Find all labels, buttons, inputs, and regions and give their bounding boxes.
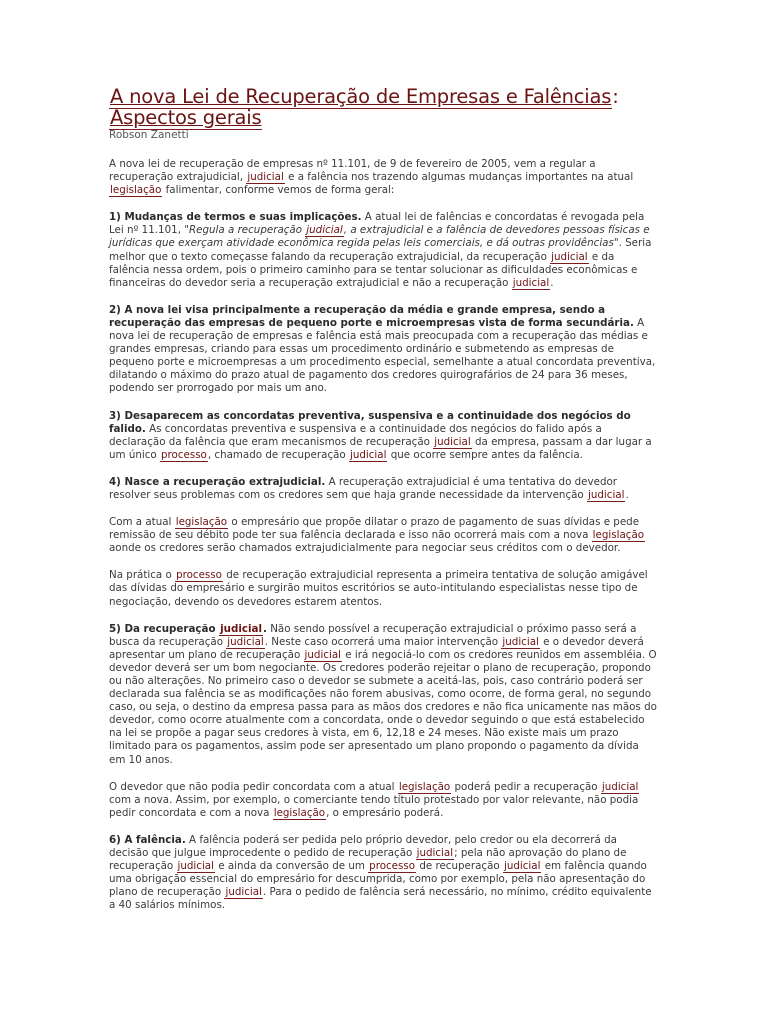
text-run: aonde os credores serão chamados extrajudicialmente para negociar seus créditos com o devedor. (109, 542, 621, 555)
inline-link[interactable]: legislação (273, 806, 326, 819)
inline-link[interactable]: legislação (175, 516, 228, 529)
text-run: Na prática o (109, 569, 176, 582)
inline-link[interactable]: judicial (306, 224, 343, 237)
text-run: e ainda da conversão de um (214, 860, 369, 873)
article (109, 86, 657, 927)
inline-link[interactable]: judicial (304, 648, 342, 661)
inline-link[interactable]: judicial (434, 435, 471, 448)
title-link-subtitle[interactable]: Aspectos gerais (110, 106, 262, 129)
article-body (109, 158, 657, 913)
text-run: que ocorre sempre antes da falência. (387, 448, 583, 461)
inline-link[interactable]: processo (176, 569, 222, 582)
inline-link[interactable]: processo (160, 448, 207, 461)
text-run: ; pela não aprovação do plano de recuperação (109, 847, 627, 873)
inline-link[interactable]: processo (369, 860, 416, 873)
paragraph (109, 623, 657, 767)
italic-text: , a extrajudicial e a falência de devedores pessoas físicas e jurídicas que exerçam atividade econômica regida pelas leis comerciais, e dá outras providências (109, 224, 650, 250)
title-link-main[interactable]: A nova Lei de Recuperação de Empresas e Falências (110, 85, 612, 108)
text-run: falimentar, conforme vemos de forma geral: (162, 184, 395, 197)
text-run: e irá negociá-lo com os credores reunidos em assembléia. O devedor deverá ser um bom negociante. Os credores poderão rejeitar o plano de recuperação, propondo ou não alterações. No primeiro caso o devedor se submete a aceitá-las, pois, caso contrário poderá ser declarada sua falência se as modificações não forem abusivas, como ocorre, de forma geral, no segundo caso, ou seja, o destino da empresa passa para as mãos dos credores e não fica unicamente nas mãos do devedor, como ocorre atualmente com a concordata, onde o devedor seguindo o que está estabelecido na lei se propõe a pagar seus credores à vista, em 6, 12,18 e 24 meses. Não existe mais um prazo limitado para os pagamentos, assim pode ser apresentado um plano propondo o pagamento da dívida em 10 anos. (109, 648, 657, 766)
text-run: A nova lei de recuperação de empresas nº 11.101, de 9 de fevereiro de 2005, vem a regular a recuperação extrajudicial, (109, 158, 596, 184)
paragraph (109, 834, 657, 913)
text-run: . Para o pedido de falência será necessário, no mínimo, crédito equivalente a 40 salários mínimos. (109, 886, 652, 912)
text-run: A falência poderá ser pedida pelo próprio devedor, pelo credor ou ela decorrerá da decisão que julgue improcedente o pedido de recuperação (109, 833, 617, 860)
text-run: . (625, 488, 629, 501)
text-run: e da falência nessa ordem, pois o primeiro caminho para se tentar solucionar as dificuldades econômicas e financeiras do devedor seria a recuperação extrajudicial e não a recuperação (109, 250, 638, 289)
article-title (109, 86, 657, 128)
text-run: . (550, 276, 554, 289)
inline-link[interactable]: judicial (416, 847, 454, 860)
paragraph (109, 211, 657, 290)
text-run: Não sendo possível a recuperação extrajudicial o próximo passo será a busca da recuperação (109, 622, 637, 648)
paragraph (109, 569, 657, 608)
article-author: Robson Zanetti (109, 129, 189, 141)
paragraph (109, 516, 657, 555)
bold-text: 6) A falência. (109, 833, 186, 846)
text-run: de recuperação extrajudicial representa a primeira tentativa de solução amigável das dívidas do empresário e surgirão muitos escritórios se auto-intitulando especialistas nesse tipo de negociação, devendo os devedores estarem atentos. (109, 569, 648, 608)
text-run: Com a atual (109, 516, 175, 529)
inline-link[interactable]: judicial (177, 860, 214, 873)
inline-link[interactable]: judicial (502, 635, 539, 648)
paragraph (109, 410, 657, 462)
bold-text: 4) Nasce a recuperação extrajudicial. (109, 475, 326, 488)
bold-text: 5) Da recuperação (109, 622, 220, 635)
text-run: poderá pedir a recuperação (451, 780, 601, 793)
text-run: e a falência nos trazendo algumas mudanças importantes na atual (284, 171, 634, 184)
bold-text: 1) Mudanças de termos e suas implicações. (109, 211, 362, 224)
inline-link[interactable]: judicial (225, 886, 262, 899)
text-run: A recuperação extrajudicial é uma tentativa do devedor resolver seus problemas com os credores sem que haja grande necessidade da intervenção (109, 475, 618, 501)
inline-link[interactable]: judicial (220, 622, 262, 635)
italic-text: Regula a recuperação (189, 224, 306, 237)
inline-link[interactable]: judicial (512, 276, 550, 289)
text-run: ". Seria melhor que o texto começasse falando da recuperação extrajudicial, da recuperação (109, 237, 652, 263)
text-run: com a nova. Assim, por exemplo, o comerciante tendo título protestado por valor relevante, não podia pedir concordata e com a nova (109, 793, 639, 819)
bold-text: 3) Desaparecem as concordatas preventiva, suspensiva e a continuidade dos negócios do falido. (109, 409, 631, 435)
inline-link[interactable]: judicial (349, 448, 387, 461)
inline-link[interactable]: legislação (398, 780, 451, 793)
paragraph (109, 781, 657, 820)
paragraph (109, 476, 657, 502)
inline-link[interactable]: legislação (592, 529, 645, 542)
inline-link[interactable]: judicial (551, 250, 588, 263)
text-run: , o empresário poderá. (326, 806, 444, 819)
text-run: , chamado de recuperação (207, 448, 349, 461)
bold-text: . (263, 622, 267, 635)
text-run: de recuperação (416, 860, 503, 873)
inline-link[interactable]: judicial (247, 171, 284, 184)
text-run: . Neste caso ocorrerá uma maior intervenção (264, 635, 502, 648)
inline-link[interactable]: legislação (110, 184, 162, 197)
text-run: As concordatas preventiva e suspensiva e a continuidade dos negócios do falido após a declaração da falência que eram mecanismos de recuperação (109, 422, 602, 448)
inline-link[interactable]: judicial (601, 780, 639, 793)
inline-link[interactable]: judicial (227, 635, 264, 648)
text-run: o empresário que propõe dilatar o prazo de pagamento de suas dívidas e pede remissão de seu débito pode ter sua falência declarada e isso não ocorrerá mais com a nova (109, 516, 640, 542)
text-run: A atual lei de falências e concordatas é revogada pela Lei nº 11.101, " (109, 211, 645, 237)
text-run: da empresa, passam a dar lugar a um único (109, 435, 652, 461)
title-colon: : (612, 85, 619, 108)
text-run: O devedor que não podia pedir concordata com a atual (109, 780, 398, 793)
text-run: em falência quando uma obrigação essencial do empresário for descumprida, como por exemplo, pela não apresentação do plano de recuperação (109, 860, 647, 899)
text-run: A nova lei de recuperação de empresas e falência está mais preocupada com a recuperação das médias e grandes empresas, criando para essas um procedimento ordinário e submetendo as empresas de pequeno porte e microempresas a um procedimento especial, semelhante a atual concordata preventiva, dilatando o máximo do prazo atual de pagamento dos credores quirografários de 24 para 36 meses, podendo ser prorrogado por mais um ano. (109, 316, 656, 395)
bold-text: 2) A nova lei visa principalmente a recuperação da média e grande empresa, sendo a recuperação das empresas de pequeno porte e microempresas vista de forma secundária. (109, 303, 634, 329)
inline-link[interactable]: judicial (503, 860, 541, 873)
paragraph (109, 158, 657, 197)
paragraph (109, 304, 657, 396)
text-run: e o devedor deverá apresentar um plano de recuperação (109, 635, 644, 661)
inline-link[interactable]: judicial (588, 488, 625, 501)
